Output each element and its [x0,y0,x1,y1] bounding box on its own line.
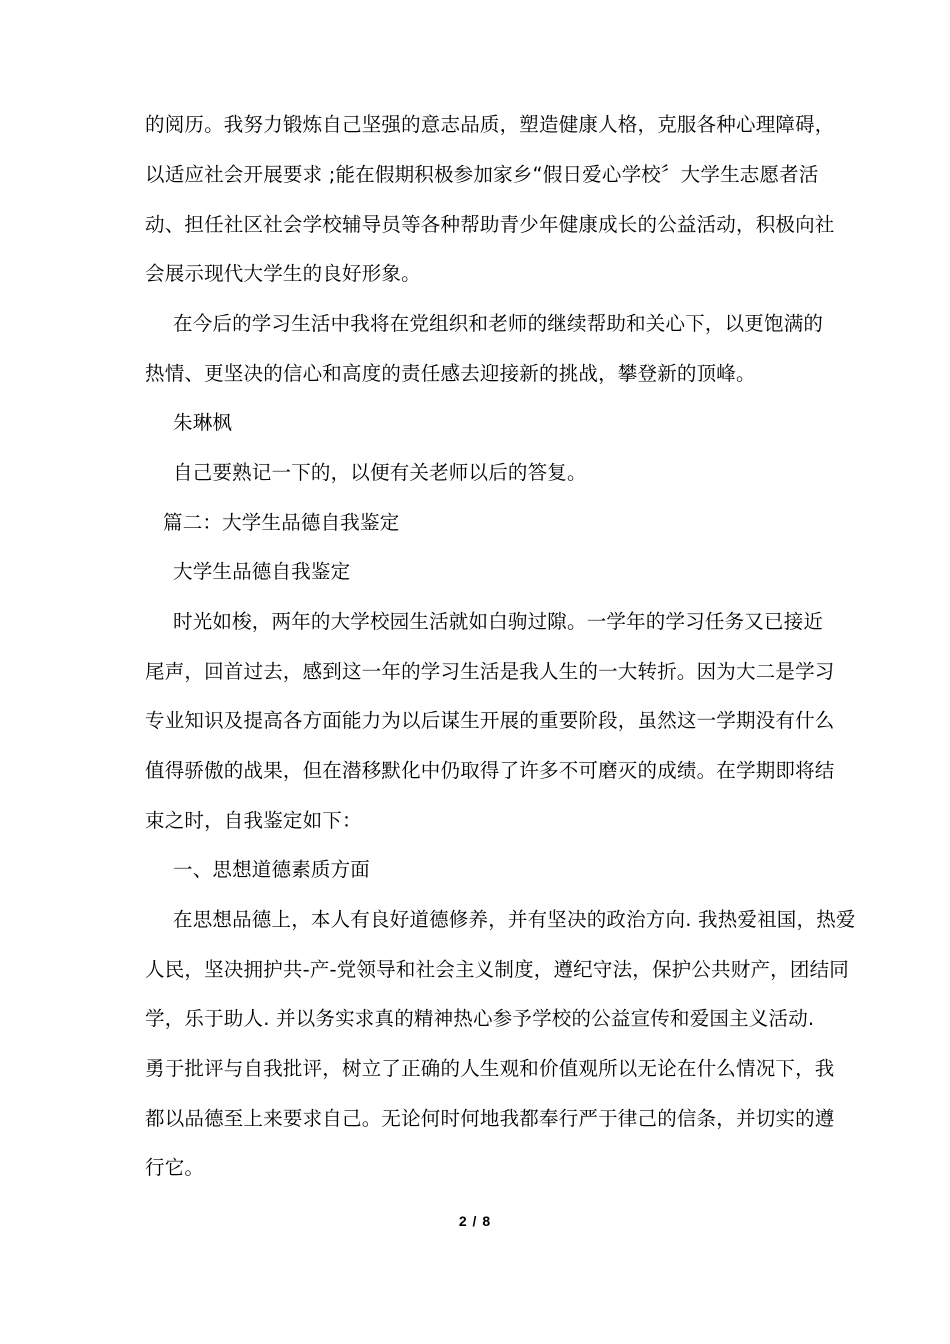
sub-title: 大学生品德自我鉴定 [173,560,351,583]
text-line: 值得骄傲的战果，但在潜移默化中仍取得了许多不可磨灭的成绩。在学期即将结 [145,759,835,782]
text-line: 以适应社会开展要求 ;能在假期积极参加家乡“假日爱心学校〞大学生志愿者活 [145,163,819,186]
text-line: 热情、更坚决的信心和高度的责任感去迎接新的挑战，攀登新的顶峰。 [145,362,756,385]
text-line: 在思想品德上，本人有良好道德修养，并有坚决的政治方向. 我热爱祖国，热爱 [173,908,856,931]
section-title: 篇二：大学生品德自我鉴定 [163,511,400,534]
heading: 一、思想道德素质方面 [173,858,371,881]
text-line: 时光如梭，两年的大学校园生活就如白驹过隙。一学年的学习任务又已接近 [173,610,824,633]
page-number: 2 / 8 [458,1213,492,1229]
text-line: 行它。 [145,1156,205,1179]
note-text: 自己要熟记一下的，以便有关老师以后的答复。 [173,461,587,484]
text-line: 在今后的学习生活中我将在党组织和老师的继续帮助和关心下，以更饱满的 [173,312,824,335]
text-line: 人民，坚决拥护共-产-党领导和社会主义制度，遵纪守法，保护公共财产，团结同 [145,958,849,981]
signature: 朱琳枫 [173,411,233,434]
text-line: 会展示现代大学生的良好形象。 [145,262,421,285]
text-line: 勇于批评与自我批评，树立了正确的人生观和价值观所以无论在什么情况下，我 [145,1057,835,1080]
text-line: 动、担任社区社会学校辅导员等各种帮助青少年健康成长的公益活动，积极向社 [145,213,835,236]
text-line: 的阅历。我努力锻炼自己坚强的意志品质，塑造健康人格，克服各种心理障碍， [145,113,835,136]
text-line: 束之时，自我鉴定如下： [145,809,362,832]
text-line: 都以品德至上来要求自己。无论何时何地我都奉行严于律己的信条，并切实的遵 [145,1107,835,1130]
text-line: 专业知识及提高各方面能力为以后谋生开展的重要阶段，虽然这一学期没有什么 [145,709,835,732]
text-line: 学，乐于助人. 并以务实求真的精神热心参予学校的公益宣传和爱国主义活动. [145,1007,815,1030]
text-line: 尾声，回首过去，感到这一年的学习生活是我人生的一大转折。因为大二是学习 [145,660,835,683]
